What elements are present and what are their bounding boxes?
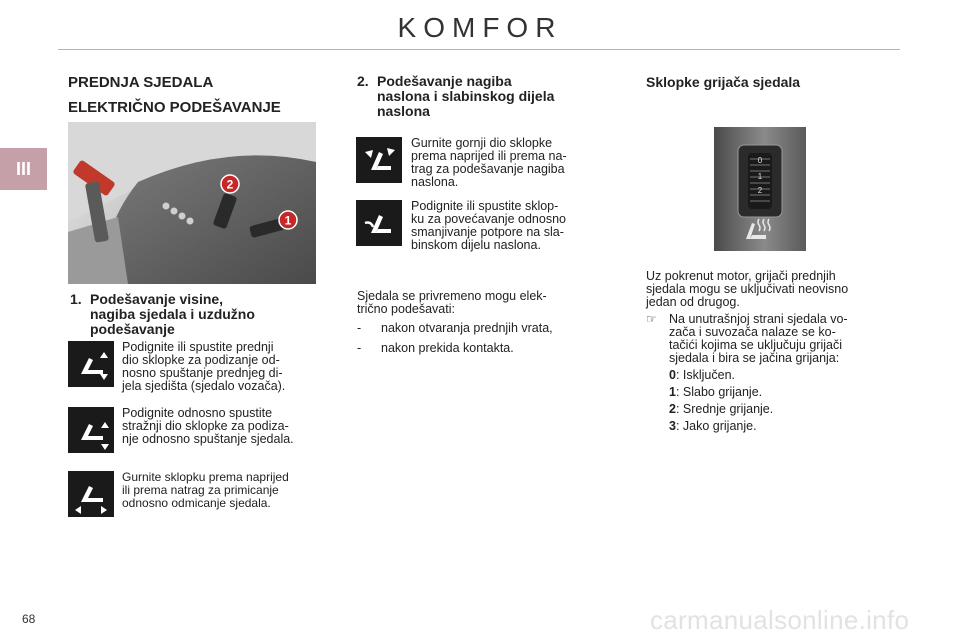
lumbar-support-icon bbox=[356, 200, 402, 246]
temporary-adjust-list bbox=[357, 320, 603, 356]
pointing-hand-icon: ☞ bbox=[646, 312, 657, 326]
temporary-adjust-note: Sjedala se privremeno mogu elek- trično podešavati: bbox=[357, 289, 547, 316]
subsection-2-heading bbox=[357, 74, 607, 119]
page-title: KOMFOR bbox=[397, 12, 563, 43]
dial-mark-0: 0 bbox=[757, 156, 763, 165]
seat-controls-illustration bbox=[68, 122, 316, 284]
seat-slide-icon bbox=[68, 471, 114, 517]
header-divider bbox=[58, 49, 900, 50]
subsection-2-title-line: naslona i slabinskog dijela bbox=[377, 88, 555, 104]
item-seat-height-text: Podignite ili spustite prednji dio sklopke za podizanje od- nosno spuštanje prednjeg di- jela sjedišta (sjedalo vozača). bbox=[122, 340, 286, 393]
subsection-1-number: 1. bbox=[70, 291, 82, 307]
subsection-2-number: 2. bbox=[357, 73, 369, 89]
seat-heater-intro: Uz pokrenut motor, grijači prednjih sjedala mogu se uključivati neovisno jedan od drugog. bbox=[646, 269, 849, 309]
seat-tilt-icon bbox=[68, 407, 114, 453]
backrest-tilt-icon bbox=[356, 137, 402, 183]
dial-mark-1: 1 bbox=[757, 172, 763, 181]
callout-2-label: 2 bbox=[226, 177, 234, 192]
subsection-1-heading bbox=[70, 292, 320, 337]
seat-height-icon bbox=[68, 341, 114, 387]
subsection-1-title-line: podešavanje bbox=[90, 321, 175, 337]
list-item: - nakon otvaranja prednjih vrata, bbox=[357, 321, 553, 335]
list-item: - nakon prekida kontakta. bbox=[357, 341, 514, 355]
item-lumbar-support-text: Podignite ili spustite sklop- ku za povećavanje odnosno smanjivanje potpore na sla- binskom dijelu naslona. bbox=[411, 199, 566, 252]
item-seat-tilt-text: Podignite odnosno spustite stražnji dio sklopke za podiza- nje odnosno spuštanje sjedala. bbox=[122, 406, 294, 446]
callout-1 bbox=[279, 211, 297, 229]
heater-dial-illustration bbox=[714, 127, 806, 251]
heater-level-2: 2: Srednje grijanje. bbox=[669, 402, 774, 416]
section-heading-front-seats: PREDNJA SJEDALA bbox=[68, 74, 214, 91]
heater-level-3: 3: Jako grijanje. bbox=[669, 419, 757, 433]
item-backrest-tilt-text: Gurnite gornji dio sklopke prema naprijed ili prema na- trag za podešavanje nagiba naslona. bbox=[411, 136, 567, 189]
site-watermark: carmanualsonline.info bbox=[650, 605, 910, 635]
subsection-2-title-line: naslona bbox=[377, 103, 430, 119]
callout-2 bbox=[221, 175, 239, 193]
dial-mark-2: 2 bbox=[757, 186, 763, 195]
item-seat-slide-text: Gurnite sklopku prema naprijed ili prema natrag za primicanje odnosno odmicanje sjedala. bbox=[122, 470, 289, 510]
subsection-2-title-line: Podešavanje nagiba bbox=[377, 73, 512, 89]
section-heading-electric-adjust: ELEKTRIČNO PODEŠAVANJE bbox=[68, 99, 281, 116]
heater-level-0: 0: Isključen. bbox=[669, 368, 736, 382]
heater-level-1: 1: Slabo grijanje. bbox=[669, 385, 763, 399]
seat-heater-instructions: ☞ Na unutrašnjoj strani sjedala vo- zača i suvozača nalaze se ko- tačići kojima se uključuju grijači sjedala i bira se jačina grijanja: bbox=[646, 312, 848, 365]
seat-controls-photo bbox=[68, 122, 316, 284]
chapter-tab[interactable]: III bbox=[0, 148, 47, 190]
callout-1-label: 1 bbox=[284, 213, 292, 228]
seat-heater-icon bbox=[746, 219, 770, 239]
section-heading-seat-heaters: Sklopke grijača sjedala bbox=[646, 74, 801, 90]
subsection-1-title-line: Podešavanje visine, bbox=[90, 291, 224, 307]
seat-heater-dial-photo bbox=[714, 127, 806, 251]
page-number: 68 bbox=[22, 612, 36, 626]
subsection-1-title-line: nagiba sjedala i uzdužno bbox=[90, 306, 255, 322]
